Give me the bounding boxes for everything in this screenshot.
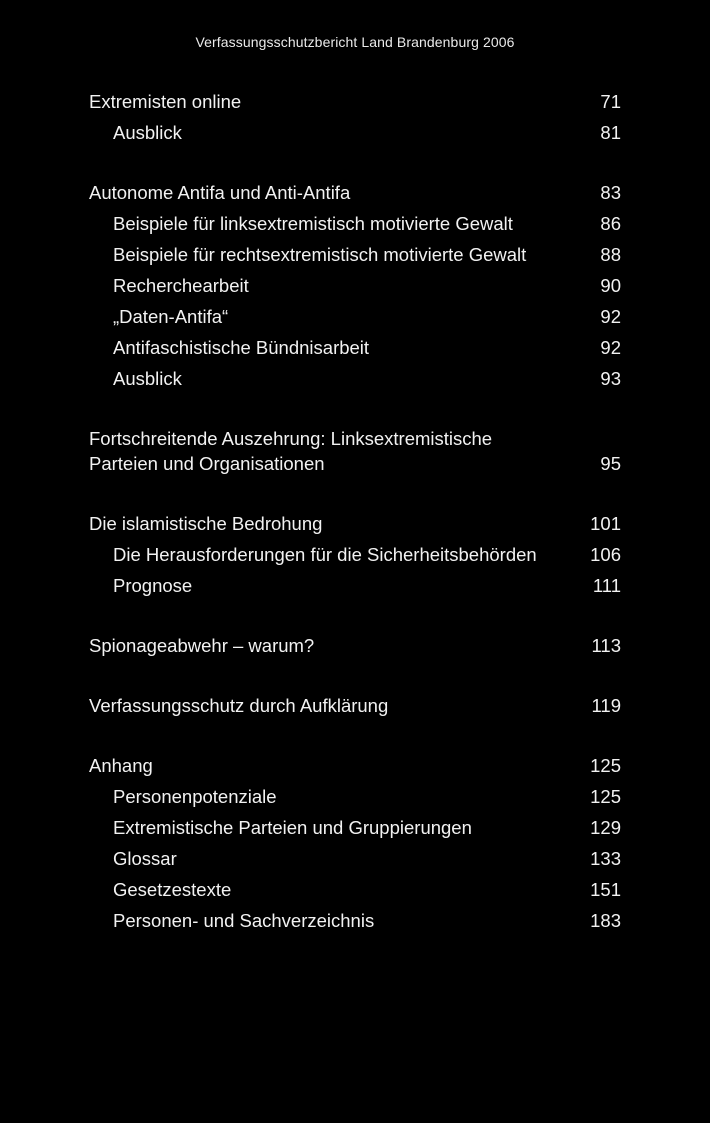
toc-subentry[interactable] xyxy=(89,812,621,843)
toc-page-number: 183 xyxy=(590,910,621,931)
toc-page-number: 111 xyxy=(592,575,621,596)
toc-subentry[interactable] xyxy=(89,363,621,394)
toc-page-number: 92 xyxy=(600,337,621,358)
toc-entry-title: Recherchearbeit xyxy=(113,275,249,296)
toc-entry[interactable] xyxy=(89,690,621,721)
toc-page-number: 93 xyxy=(600,368,621,389)
toc-entry-title: Extremistische Parteien und Gruppierungen xyxy=(113,817,472,838)
toc-entry[interactable] xyxy=(89,423,621,479)
toc-entry[interactable] xyxy=(89,630,621,661)
toc-entry-title: Prognose xyxy=(113,575,193,596)
toc-subentry[interactable] xyxy=(89,874,621,905)
toc-section xyxy=(89,86,621,148)
toc-page-number: 81 xyxy=(600,122,621,143)
toc-entry-title: Anhang xyxy=(89,755,153,776)
toc-page-number: 83 xyxy=(600,182,621,203)
toc-entry-title: Gesetzestexte xyxy=(113,879,232,900)
toc-subentry[interactable] xyxy=(89,208,621,239)
toc-section xyxy=(89,690,621,721)
toc-page-number: 125 xyxy=(590,755,621,776)
toc-page-number: 95 xyxy=(600,453,621,474)
toc-page-number: 71 xyxy=(600,91,621,112)
toc-section xyxy=(89,177,621,394)
toc-entry-title: Die Herausforderungen für die Sicherheitsbehörden xyxy=(113,544,537,565)
toc-page-number: 129 xyxy=(590,817,621,838)
toc-entry-title: Spionageabwehr – warum? xyxy=(89,635,315,656)
toc-entry-title: Antifaschistische Bündnisarbeit xyxy=(113,337,370,358)
toc-page-number: 92 xyxy=(600,306,621,327)
toc-entry[interactable] xyxy=(89,508,621,539)
toc-entry-title: Beispiele für rechtsextremistisch motivierte Gewalt xyxy=(113,244,527,265)
toc-subentry[interactable] xyxy=(89,301,621,332)
toc-subentry[interactable] xyxy=(89,570,621,601)
toc-page-number: 125 xyxy=(590,786,621,807)
toc-subentry[interactable] xyxy=(89,843,621,874)
table-of-contents xyxy=(89,86,621,965)
toc-subentry[interactable] xyxy=(89,332,621,363)
toc-subentry[interactable] xyxy=(89,539,621,570)
toc-entry-title: Extremisten online xyxy=(89,91,242,112)
toc-entry-title: Glossar xyxy=(113,848,177,869)
toc-entry-title: Ausblick xyxy=(113,368,182,389)
toc-entry-title: Personenpotenziale xyxy=(113,786,277,807)
toc-entry-title: Fortschreitende Auszehrung: Linksextremistische Parteien und Organisationen xyxy=(89,428,493,474)
toc-page-number: 90 xyxy=(600,275,621,296)
toc-page-number: 113 xyxy=(591,635,621,656)
toc-subentry[interactable] xyxy=(89,905,621,936)
toc-entry-title: Autonome Antifa und Anti-Antifa xyxy=(89,182,351,203)
toc-entry-title: Die islamistische Bedrohung xyxy=(89,513,323,534)
running-header: Verfassungsschutzbericht Land Brandenburg 2006 xyxy=(195,34,515,50)
toc-section xyxy=(89,508,621,601)
toc-subentry[interactable] xyxy=(89,270,621,301)
toc-entry[interactable] xyxy=(89,177,621,208)
toc-entry-title: Ausblick xyxy=(113,122,182,143)
toc-page-number: 106 xyxy=(590,544,621,565)
toc-page-number: 88 xyxy=(600,244,621,265)
toc-section xyxy=(89,423,621,479)
toc-entry-title: Verfassungsschutz durch Aufklärung xyxy=(89,695,389,716)
toc-entry[interactable] xyxy=(89,750,621,781)
toc-page-number: 119 xyxy=(591,695,621,716)
toc-section xyxy=(89,750,621,936)
toc-entry-title: Beispiele für linksextremistisch motivierte Gewalt xyxy=(113,213,513,234)
toc-entry-title: Personen- und Sachverzeichnis xyxy=(113,910,375,931)
toc-entry-title: „Daten-Antifa“ xyxy=(113,306,229,327)
toc-section xyxy=(89,630,621,661)
toc-subentry[interactable] xyxy=(89,239,621,270)
toc-page-number: 86 xyxy=(600,213,621,234)
toc-page-number: 151 xyxy=(590,879,621,900)
toc-subentry[interactable] xyxy=(89,781,621,812)
toc-page-number: 101 xyxy=(590,513,621,534)
toc-page-number: 133 xyxy=(590,848,621,869)
toc-entry[interactable] xyxy=(89,86,621,117)
toc-subentry[interactable] xyxy=(89,117,621,148)
